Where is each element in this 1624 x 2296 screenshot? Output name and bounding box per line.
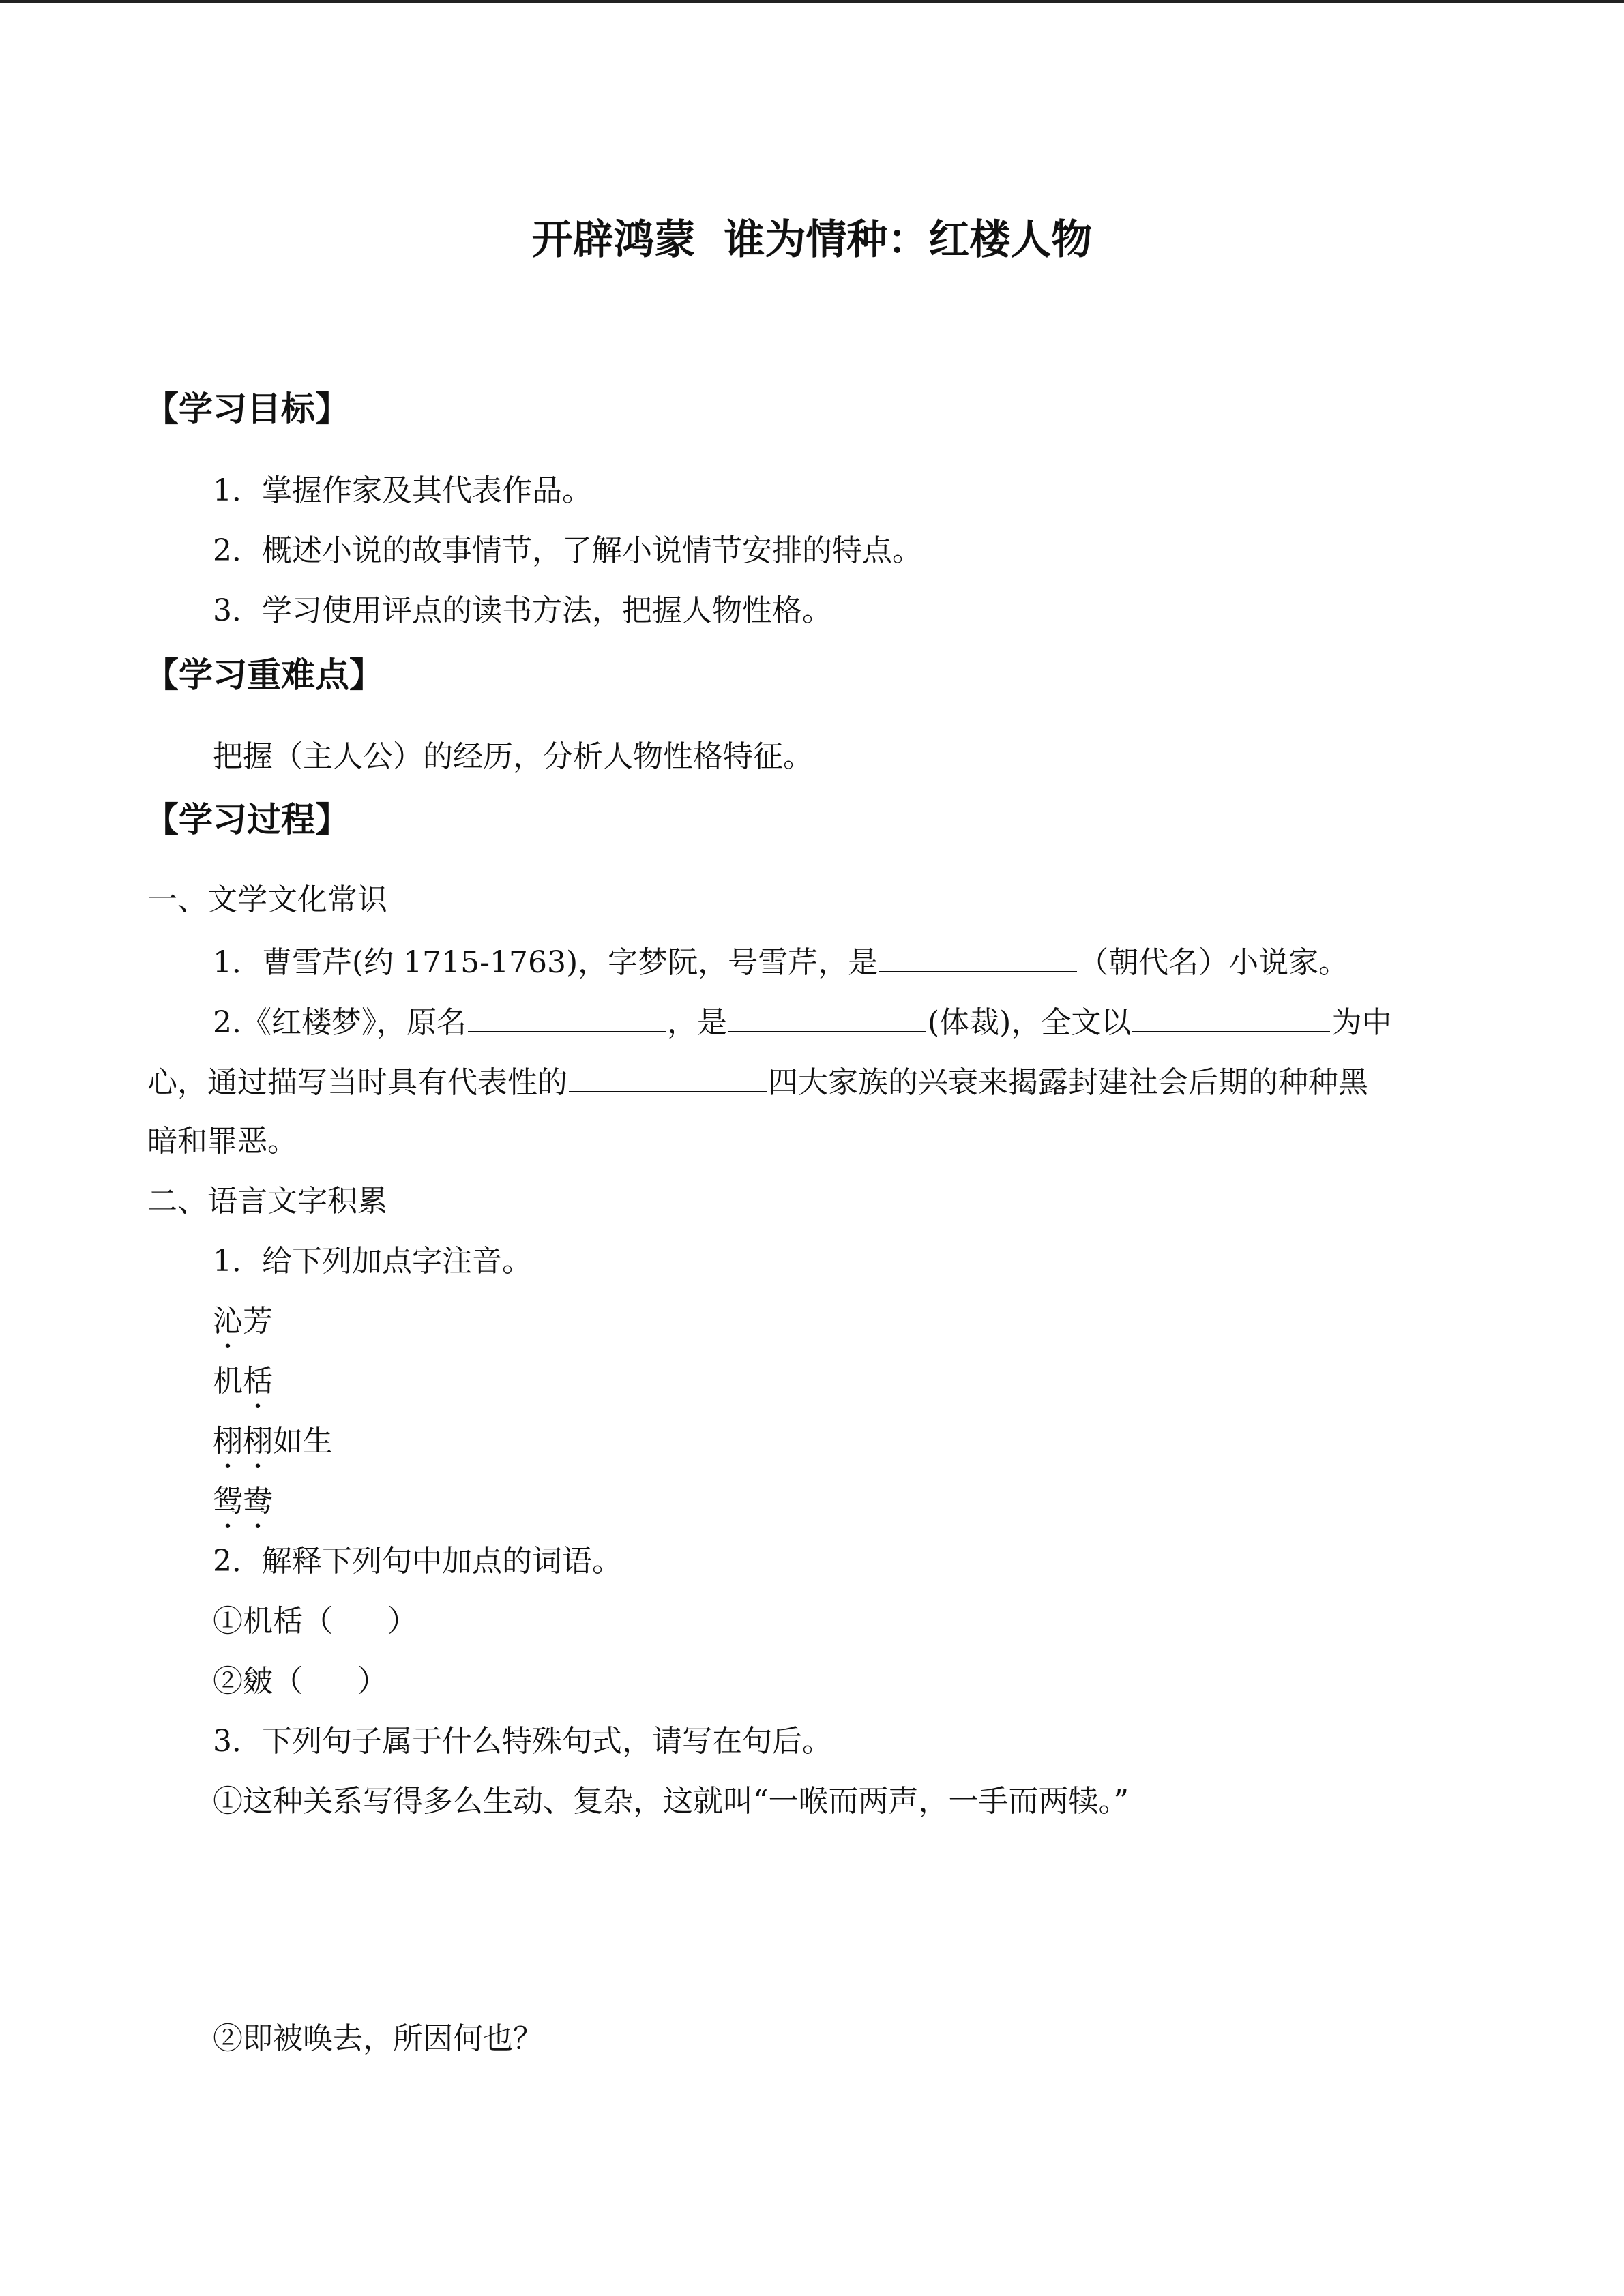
q2-text-part1: 2.《红楼梦》，原名 bbox=[213, 1005, 467, 1040]
fill-blank-four-families[interactable] bbox=[569, 1061, 767, 1092]
explain-label: ①机栝（ bbox=[213, 1604, 333, 1639]
word-pre: 机 bbox=[213, 1364, 243, 1399]
section-2-title: 二、语言文字积累 bbox=[147, 1184, 387, 1219]
fill-blank-genre[interactable] bbox=[728, 1001, 926, 1032]
heading-learning-process: 【学习过程】 bbox=[145, 800, 349, 839]
dotted-char: 栝 bbox=[243, 1364, 273, 1399]
word-item-1 bbox=[213, 1301, 273, 1356]
question-1-2-line-3: 暗和罪恶。 bbox=[147, 1124, 297, 1159]
explain-label: ②皴（ bbox=[213, 1664, 303, 1699]
question-2-3-prompt: 3．下列句子属于什么特殊句式，请写在句后。 bbox=[213, 1724, 832, 1759]
goal-item-1: 1．掌握作家及其代表作品。 bbox=[213, 473, 592, 508]
q1-text-after: （朝代名）小说家。 bbox=[1078, 945, 1349, 980]
question-1-2-line-2 bbox=[147, 1061, 1368, 1103]
question-1-1 bbox=[213, 941, 1348, 983]
goal-item-2: 2．概述小说的故事情节，了解小说情节安排的特点。 bbox=[213, 533, 922, 568]
word-item-2 bbox=[213, 1361, 273, 1416]
q2-line2-after: 四大家族的兴衰来揭露封建社会后期的种种黑 bbox=[768, 1065, 1368, 1100]
question-1-2-line-1 bbox=[213, 1001, 1391, 1043]
word-rest: 芳 bbox=[243, 1304, 273, 1339]
dotted-char: 鸳鸯 bbox=[213, 1484, 273, 1519]
q2-line2-before: 心，通过描写当时具有代表性的 bbox=[147, 1065, 567, 1100]
dotted-char: 栩栩 bbox=[213, 1424, 273, 1459]
heading-learning-goals: 【学习目标】 bbox=[145, 389, 349, 429]
q2-text-part3: (体裁)，全文以 bbox=[927, 1005, 1132, 1040]
fill-blank-center[interactable] bbox=[1132, 1001, 1330, 1032]
explain-close: ） bbox=[387, 1604, 417, 1639]
fill-blank-dynasty[interactable] bbox=[879, 941, 1077, 972]
q2-text-part4: 为中 bbox=[1331, 1005, 1392, 1040]
key-points-text: 把握（主人公）的经历，分析人物性格特征。 bbox=[213, 739, 813, 774]
sentence-item-2: ②即被唤去，所因何也？ bbox=[213, 2021, 543, 2056]
word-item-4 bbox=[213, 1481, 273, 1536]
sentence-item-1: ①这种关系写得多么生动、复杂，这就叫“一喉而两声，一手而两犊。” bbox=[213, 1784, 1129, 1819]
explain-close: ） bbox=[357, 1664, 387, 1699]
document-title: 开辟鸿蒙 谁为情种：红楼人物 bbox=[531, 216, 1093, 264]
question-2-1-prompt: 1．给下列加点字注音。 bbox=[213, 1244, 532, 1279]
word-rest: 如生 bbox=[273, 1424, 333, 1459]
dotted-char: 沁 bbox=[213, 1304, 243, 1339]
q1-text-before: 1．曹雪芹(约 1715-1763)，字梦阮，号雪芹，是 bbox=[213, 945, 879, 980]
heading-key-points: 【学习重难点】 bbox=[145, 655, 383, 695]
fill-blank-original-name[interactable] bbox=[468, 1001, 666, 1032]
word-item-3 bbox=[213, 1421, 333, 1476]
q2-text-part2: ，是 bbox=[666, 1005, 727, 1040]
section-1-title: 一、文学文化常识 bbox=[147, 882, 387, 917]
explain-item-2 bbox=[213, 1661, 387, 1702]
explain-item-1 bbox=[213, 1601, 417, 1642]
question-2-2-prompt: 2．解释下列句中加点的词语。 bbox=[213, 1544, 622, 1579]
goal-item-3: 3．学习使用评点的读书方法，把握人物性格。 bbox=[213, 593, 832, 628]
